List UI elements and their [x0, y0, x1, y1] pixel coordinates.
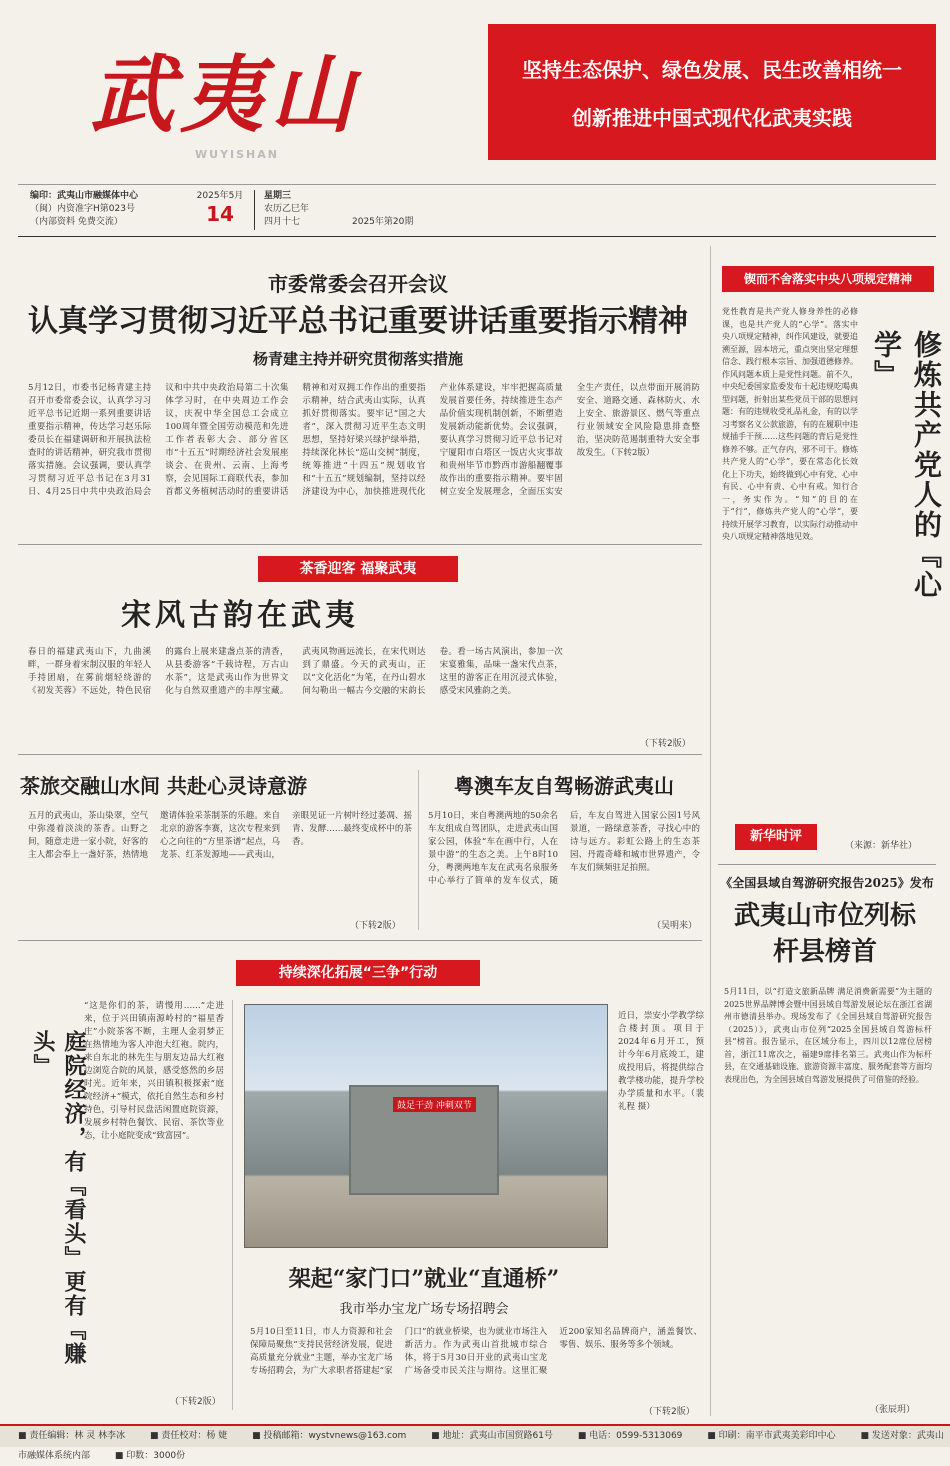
tourism-title-left: 茶旅交融山水间 共赴心灵诗意游 — [20, 774, 307, 798]
tourism-rule — [18, 754, 702, 755]
school-building-photo — [244, 1004, 608, 1248]
commentary-title: 修炼共产党人的『心学』 — [870, 330, 943, 600]
masthead-logo — [90, 40, 430, 160]
banner-line-2: 创新推进中国式现代化武夷实践 — [572, 106, 852, 130]
courtyard-title: 庭院经济，有『看头』更有『赚头』 — [30, 1030, 87, 1366]
banner-line-1: 坚持生态保护、绿色发展、民生改善相统一 — [522, 58, 902, 82]
masthead-divider — [18, 184, 936, 185]
lead-subtitle: 杨青建主持并研究贯彻落实措施 — [252, 350, 463, 368]
footer-email: ■ 投稿邮箱：wystvnews@163.com — [252, 1431, 407, 1441]
photo-caption: 近日，崇安小学教学综合楼封顶。项目于2024年6月开工，预计今年6月底竣工，建成投用后，将提供综合教学楼功能，提升学校办学质量和水平。（裴礼程 摄） — [618, 1011, 704, 1112]
footer-audience: ■ 发送对象：武夷山市融媒体系统内部 — [18, 1431, 944, 1461]
employment-footer: （下转2版） — [644, 1407, 695, 1417]
footer-editor: ■ 责任编辑：林 灵 林李冰 — [18, 1431, 126, 1441]
tourism-footer-left: （下转2版） — [350, 921, 401, 931]
masthead-weekday: 星期三 农历乙巳年 四月十七 — [264, 191, 310, 227]
tea-body: 春日的福建武夷山下，九曲溪畔，一群身着宋制汉服的年轻人手持团扇，在雾前烟轻绕游的《初发芙蓉》不远处，特色民宿的露台上展来建盏点茶的清香，从县委游客“千载诗程，万古山水茶”，这是武夷山作为世界文化与自然双重遗产的丰厚宝藏。武夷风物画远流长，在宋代则达到了鼎盛。今天的武夷山，正以“文化活化”为笔，在丹山碧水间勾勒出一幅古今交融的宋韵长卷。看一场古风演出，参加一次宋宴雅集，品味一盏宋代点茶，这里的游客正在用沉浸式体验，感受宋风雅韵之美。 — [28, 647, 563, 696]
logo-en: WUYISHAN — [195, 148, 279, 161]
page-footer — [0, 1424, 950, 1461]
courtyard-footer: （下转2版） — [170, 1397, 221, 1407]
masthead-editor: 编印：武夷山市融媒体中心 （闽）内资准字H第023号 （内部资料 免费交流） — [30, 191, 139, 227]
lead-body: 5月12日，市委书记杨青建主持召开市委常委会议，认真学习习近平总书记近期一系列重要讲话重要指示精神，传达学习赵乐际委员长在福建调研和开展执法检查时的讲话精神，研究我市贯彻落实措施。会议强调，要认真学习贯彻习近平总书记在3月31日、4月25日中共中央政治局会议和中共中央政治局第二十次集体学习时，在中央周边工作会议，庆祝中华全国总工会成立100周年暨全国劳动模范和先进工作者表彰大会、部分省区市“十五五”时期经济社会发展座谈会、在贵州、云南、上海考察，会见国际工商联代表，参加首都义务植树活动时的重要讲话精神和对双拥工作作出的重要指示精神，结合武夷山实际，认真抓好贯彻落实。要牢记“国之大者”，深入贯彻习近平生态文明思想，坚持好梁兴绿护绿举措，持续深化林长“巡山交树”制度，统筹推进“十四五”规划收官和“十五五”规划编制，坚持以经济建设为中心，加快推进现代化产业体系建设，牢牢把握高质量发展首要任务，持续推进生态产品价值实现机制创新，不断塑造发展新动能新优势。会议强调，要认真学习贯彻习近平总书记对宁厦阳市白塔区一饭店火灾事故和贵州毕节市黔西市游船翻覆事故作出的重要指示精神。要牢固树立安全发展理念，全面压实安全生产责任，以点带面开展消防安全、道路交通、森林防火、水上安全、旅游景区、燃气等重点行业领域安全风险隐患排查整治，坚决防范遏制重特大安全事故发生。（下转2版） — [28, 383, 700, 497]
employment-body: 5月10日至11日，市人力资源和社会保障局聚焦“支持民营经济发展，促进高质量充分就业”主题，举办宝龙广场专场招聘会，为广大求职者搭建起“家门口”的就业桥梁，也为就业市场注入新活力。作为武夷山首批城市综合体，将于5月30日开业的武夷山宝龙广场备受市民关注与期待。这里汇聚近200家知名品牌商户，涵盖餐饮、零售、娱乐、服务等多个领域。 — [250, 1327, 702, 1376]
ranking-title: 武夷山市位列标杆县榜首 — [733, 901, 916, 967]
employment-title: 架起“家门口”就业“直通桥” — [288, 1266, 560, 1292]
footer-print-run: ■ 印数：3000份 — [114, 1451, 186, 1461]
courtyard-divider — [232, 1000, 233, 1410]
commentary-body: 党性教育是共产党人修身养性的必修课，也是共产党人的“心学”。落实中央八项规定精神，纠作风建设，就要追溯至源，固本培元，重点突出坚定理想信念、践行根本宗旨、加强道德修养。作风问题本质上是党性问题。前不久，中央纪委国家监委发布十起违规吃喝典型问题，折射出某些党员干部的思想问题：有的违规收受礼品礼金，有的以学习考察名义公款旅游，有的在履职中违规插手干预……这些问题的背后是党性修养不够。正气存内，邪不可干。修炼共产党人的“心学”，要在常态化长效化上下功夫，始终做到心中有党、心中有民、心中有责、心中有戒。知行合一，务实作为。“知”的目的在于“行”，修炼共产党人的“心学”，要持续开展学习教育，以实际行动推动中央八项规定精神落地见效。 — [722, 307, 858, 541]
footer-printer: ■ 印刷：南平市武夷美彩印中心 — [707, 1431, 836, 1441]
tea-section-label: 茶香迎客 福聚武夷 — [258, 556, 458, 582]
courtyard-rule — [18, 940, 702, 941]
courtyard-body: “这是你们的茶，请慢用……”走进来，位于兴田镇南源岭村的“福星香庄”小院茶客不断，主理人金羽梦正在热情地为客人冲泡大红袍。院内，来自东北的林先生与朋友边品大红袍边浏览合院的风景，感受悠然的乡居时光。近年来，兴田镇积极探索“庭院经济+”模式，依托自然生态和乡村特色，引导村民盘活闲置庭院资源，发展乡村特色餐饮、民宿、茶饮等业态，让小庭院变成“致富园”。 — [84, 1001, 224, 1141]
commentary-footer-tag: 新华时评 — [735, 824, 817, 850]
footer-address: ■ 地址：武夷山市国贸路61号 — [431, 1431, 553, 1441]
tourism-footer-right: （吴明来） — [652, 921, 698, 931]
employment-subtitle: 我市举办宝龙广场专场招聘会 — [339, 1302, 509, 1317]
logo-text: 武夷山 — [90, 45, 361, 144]
right-column-divider — [710, 246, 711, 1416]
courtyard-section-label: 持续深化拓展“三争”行动 — [236, 960, 480, 986]
ranking-rule — [718, 864, 936, 865]
date-divider — [254, 190, 255, 230]
tourism-title-right: 粤澳车友自驾畅游武夷山 — [454, 774, 674, 798]
tea-title: 宋风古韵在武夷 — [121, 598, 359, 633]
masthead-date: 2025年5月 14 — [190, 190, 250, 225]
building-banner: 鼓足干劲 冲刺双节 — [393, 1097, 476, 1112]
issue-number: 2025年第20期 — [352, 217, 414, 227]
masthead-bottom-rule — [18, 236, 936, 237]
footer-proofreader: ■ 责任校对：杨 婕 — [149, 1431, 228, 1441]
date-day: 14 — [206, 202, 234, 226]
lead-kicker: 市委常委会召开会议 — [268, 272, 448, 296]
tourism-body-left: 五月的武夷山，茶山染翠，空气中弥漫着淡淡的茶香。山野之间，随意走进一家小院，好客的主人都会奉上一盏好茶，热情地邀请体验采茶制茶的乐趣。来自北京的游客李赛，这次专程来到心之向往的“方里茶谱”起点，乌龙茶、红茶发源地——武夷山，亲眼见证一片树叶经过萎凋、摇青、发酵……最终变成杯中的茶香。 — [28, 811, 412, 860]
headline-banner — [488, 24, 936, 160]
tea-rule — [18, 544, 702, 545]
tourism-body-right: 5月10日，来自粤澳两地的50余名车友组成自驾团队，走进武夷山国家公园，体验“车在画中行，人在景中游”的生态之美。上午8时10分，粤澳两地车友在武夷名泉服务中心举行了简单的发车仪式，随后，车友自驾进入国家公园1号风景道，一路绿意茶香，寻找心中的诗与远方。彩虹公路上的生态茶园、丹霞奇峰和城市世界遗产，令车友们频频驻足拍照。 — [428, 811, 700, 886]
lead-title: 认真学习贯彻习近平总书记重要讲话重要指示精神 — [28, 304, 688, 339]
footer-phone: ■ 电话：0599-5313069 — [577, 1431, 683, 1441]
ranking-footer: （张辰玥） — [870, 1405, 916, 1415]
commentary-tag: 锲而不舍落实中央八项规定精神 — [722, 266, 934, 292]
tourism-divider — [418, 770, 419, 930]
ranking-body: 5月11日，以“打造文旅新品牌 满足消费新需要”为主题的2025世界品牌博会暨中国县域自驾游发展论坛在浙江省湖州市德清县举办。现场发布了《全国县域自驾游研究报告（2025）》，武夷山市位列“2025全国县域自驾游标杆县”榜首。报告显示，在区域分布上，四川以12席位居榜首，浙江11席次之，福建9席排名第三。武夷山作为标杆县，在交通基础设施、旅游资源丰富度、服务配套等方面均表现出色，为全国县域自驾游发展提供了可借鉴的经验。 — [724, 987, 932, 1084]
commentary-source: （来源：新华社） — [845, 841, 918, 851]
tea-footer: （下转2版） — [640, 739, 691, 749]
ranking-kicker: 《全国县域自驾游研究报告2025》发布 — [720, 876, 934, 890]
